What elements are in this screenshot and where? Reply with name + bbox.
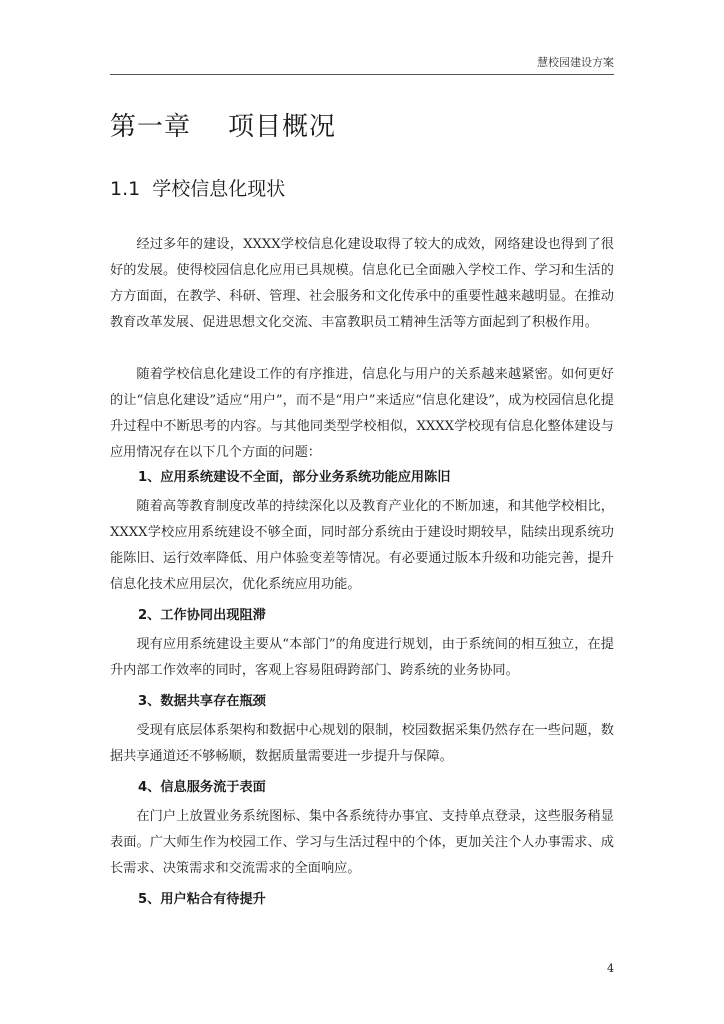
section-title: 1.1 学校信息化现状	[110, 178, 286, 200]
page-header	[110, 52, 614, 75]
heading-4: 4、信息服务流于表面	[138, 780, 266, 795]
paragraph-4: 现有应用系统建设主要从“本部门”的角度进行规划，由于系统间的相互独立，在提升内部工作效率的同时，客观上容易阻碍跨部门、跨系统的业务协同。	[110, 637, 614, 678]
heading-3: 3、数据共享存在瓶颈	[138, 694, 266, 709]
paragraph-2: 随着学校信息化建设工作的有序推进，信息化与用户的关系越来越紧密。如何更好的让“信息化建设”适应“用户”，而不是“用户”来适应“信息化建设”，成为校园信息化提升过程中不断思考的内容。与其他同类型学校相似，XXXX学校现有信息化整体建设与应用情况存在以下几个方面的问题：	[110, 367, 614, 460]
chapter-title: 第一章 项目概况	[110, 112, 337, 142]
heading-1: 1、应用系统建设不全面，部分业务系统功能应用陈旧	[138, 470, 451, 485]
paragraph-3: 随着高等教育制度改革的持续深化以及教育产业化的不断加速，和其他学校相比，XXXX学校应用系统建设不够全面，同时部分系统由于建设时期较早，陆续出现系统功能陈旧、运行效率降低、用户体验变差等情况。有必要通过版本升级和功能完善，提升信息化技术应用层次，优化系统应用功能。	[110, 499, 614, 592]
paragraph-1: 经过多年的建设，XXXX学校信息化建设取得了较大的成效，网络建设也得到了很好的发展。使得校园信息化应用已具规模。信息化已全面融入学校工作、学习和生活的方方面面，在教学、科研、管理、社会服务和文化传承中的重要性越来越明显。在推动教育改革发展、促进思想文化交流、丰富教职员工精神生活等方面起到了积极作用。	[110, 237, 614, 330]
header-title: 慧校园建设方案	[537, 56, 614, 69]
paragraph-6: 在门户上放置业务系统图标、集中各系统待办事宜、支持单点登录，这些服务稍显表面。广大师生作为校园工作、学习与生活过程中的个体，更加关注个人办事需求、成长需求、决策需求和交流需求的全面响应。	[110, 809, 614, 876]
paragraph-5: 受现有底层体系架构和数据中心规划的限制，校园数据采集仍然存在一些问题，数据共享通道还不够畅顺，数据质量需要进一步提升与保障。	[110, 723, 614, 764]
page-number: 4	[607, 962, 614, 975]
heading-2: 2、工作协同出现阻滞	[138, 608, 266, 623]
heading-5: 5、用户粘合有待提升	[138, 892, 266, 907]
